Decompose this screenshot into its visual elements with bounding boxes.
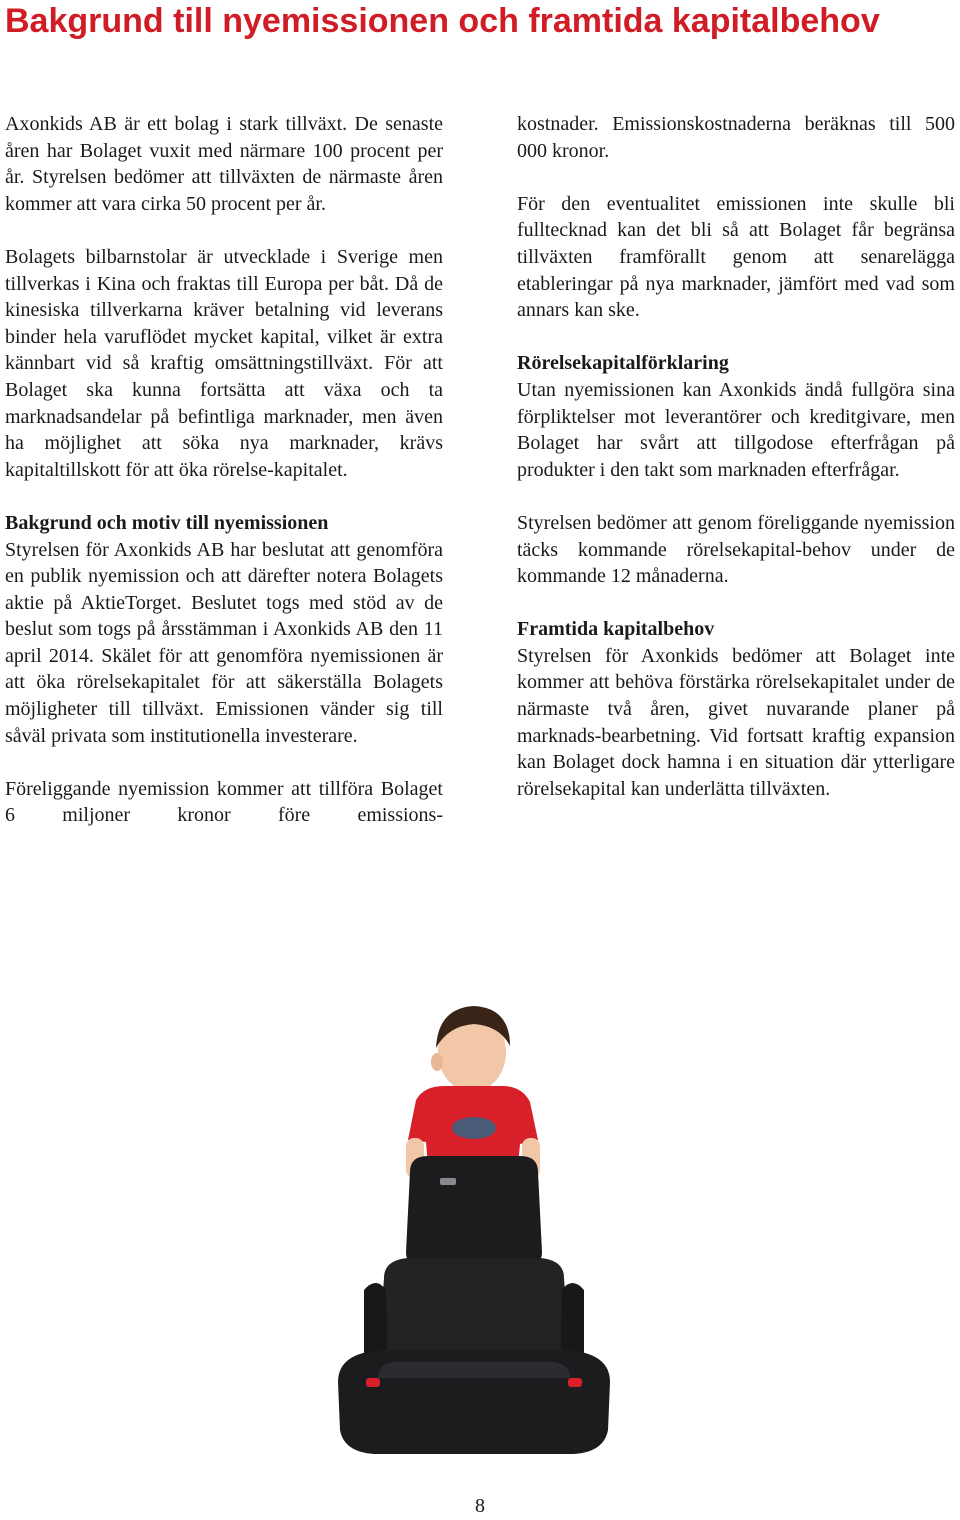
shirt-print	[452, 1117, 496, 1139]
production-paragraph: Bolagets bilbarnstolar är utvecklade i Sverige men tillverkas i Kina och fraktas till Europa per båt. Då de kinesiska tillverkarna kräver betalning vid leverans binder hela varuflödet mycket kapital, vilket är extra kännbart vid så kraftig omsättningstillväxt. För att Bolaget ska kunna fortsätta att växa och ta marknadsandelar på befintliga marknader, men även ha möjlighet att söka nya marknader, krävs kapitaltillskott för att öka rörelse-kapitalet.	[5, 245, 443, 481]
section-motive	[5, 510, 443, 749]
emission-paragraph: Föreliggande nyemission kommer att tillföra Bolaget 6 miljoner kronor före emissions-	[5, 777, 443, 827]
seat-headrest	[406, 1156, 542, 1266]
costs-paragraph: kostnader. Emissionskostnaderna beräknas till 500 000 kronor.	[517, 113, 955, 162]
contingency-paragraph: För den eventualitet emissionen inte skulle bli fulltecknad kan det bli så att Bolaget får begränsa tillväxten framförallt genom att senarelägga etableringar på nya marknader, jämfört med vad som annars kan ske.	[517, 192, 955, 322]
section-heading-working-capital: Rörelsekapitalförklaring	[517, 352, 729, 375]
section-heading-future-capital: Framtida kapitalbehov	[517, 618, 715, 641]
belt-guide-right	[568, 1378, 582, 1387]
section-heading-motive: Bakgrund och motiv till nyemissionen	[5, 511, 329, 534]
section-text-working-capital: Utan nyemissionen kan Axonkids ändå fullgöra sina förpliktelser mot leverantörer och kreditgivare, men Bolaget har svårt att tillgodose efterfrågan på produkter i den takt som marknaden efterfrågar.	[517, 378, 955, 481]
seat-logo	[440, 1178, 456, 1185]
right-column	[517, 111, 955, 829]
seat-cushion-highlight	[378, 1362, 570, 1378]
page-title: Bakgrund till nyemissionen och framtida kapitalbehov	[5, 2, 880, 40]
intro-paragraph: Axonkids AB är ett bolag i stark tillväxt. De senaste åren har Bolaget vuxit med närmare 100 procent per år. Styrelsen bedömer att tillväxten de närmaste åren kommer att vara cirka 50 procent per år.	[5, 113, 443, 215]
section-future-capital	[517, 616, 955, 802]
child-car-seat-photo	[324, 990, 624, 1465]
child-ear	[431, 1053, 443, 1071]
seat-backrest	[378, 1258, 570, 1362]
section-text-future-capital: Styrelsen för Axonkids bedömer att Bolaget inte kommer att behöva förstärka rörelsekapitalet under de närmaste två åren, givet nuvarande planer på marknads-bearbetning. Vid fortsatt kraftig expansion kan Bolaget dock hamna i en situation där ytterligare rörelsekapital kan underlätta tillväxten.	[517, 644, 955, 800]
section-text-motive: Styrelsen för Axonkids AB har beslutat att genomföra en publik nyemission och att därefter notera Bolagets aktie på AktieTorget. Beslutet togs med stöd av de beslut som togs på årsstämman i Axonkids AB den 11 april 2014. Skälet för att genomföra nyemissionen är att öka rörelsekapitalet för att säkerställa Bolagets möjligheter till tillväxt. Emissionen vänder sig till såväl privata som institutionella investerare.	[5, 538, 443, 747]
belt-guide-left	[366, 1378, 380, 1387]
child-car-seat-illustration	[324, 990, 624, 1465]
left-column	[5, 111, 443, 856]
board-assessment-paragraph: Styrelsen bedömer att genom föreliggande nyemission täcks kommande rörelsekapital-behov under de kommande 12 månaderna.	[517, 511, 955, 588]
page-number: 8	[475, 1495, 485, 1517]
section-working-capital	[517, 350, 955, 483]
